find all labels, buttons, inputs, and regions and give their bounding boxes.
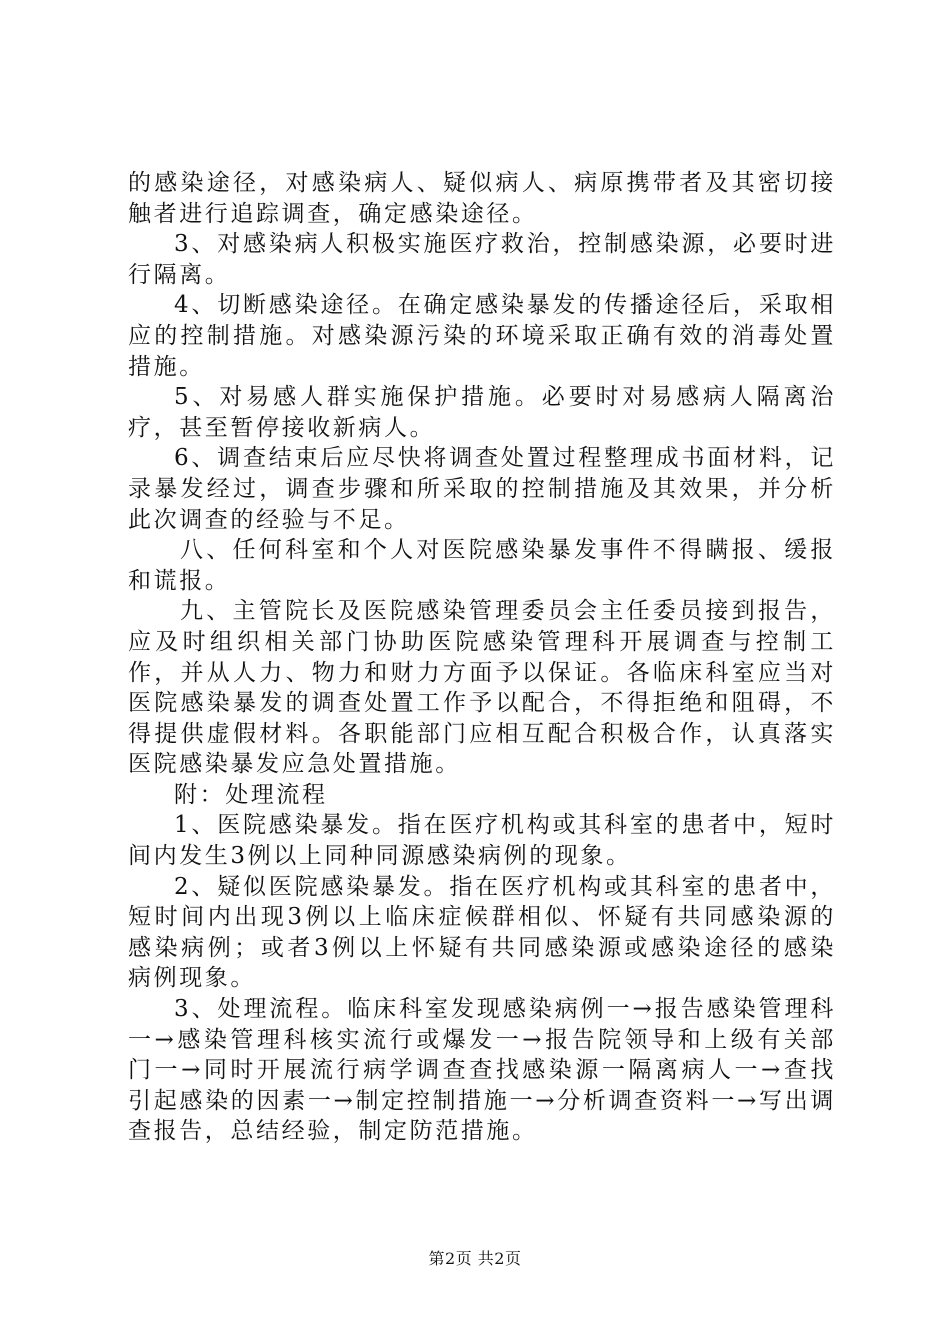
paragraph-item-3: 3、对感染病人积极实施医疗救治，控制感染源，必要时进行隔离。 [128, 231, 836, 288]
document-body [128, 168, 836, 1147]
paragraph-section-9: 九、主管院长及医院感染管理委员会主任委员接到报告，应及时组织相关部门协助医院感染管理科开展调查与控制工作，并从人力、物力和财力方面予以保证。各临床科室应当对医院感染暴发的调查处置工作予以配合，不得拒绝和阻碍，不得提供虚假材料。各职能部门应相互配合积极合作，认真落实医院感染暴发应急处置措施。 [128, 598, 836, 778]
paragraph-section-8: 八、任何科室和个人对医院感染暴发事件不得瞒报、缓报和谎报。 [128, 537, 836, 594]
paragraph-appendix-2: 2、疑似医院感染暴发。指在医疗机构或其科室的患者中，短时间内出现3例以上临床症候群相似、怀疑有共同感染源的感染病例；或者3例以上怀疑有共同感染源或感染途径的感染病例现象。 [128, 873, 836, 992]
paragraph-infection-route: 的感染途径，对感染病人、疑似病人、病原携带者及其密切接触者进行追踪调查，确定感染途径。 [128, 170, 836, 227]
paragraph-appendix-1: 1、医院感染暴发。指在医疗机构或其科室的患者中，短时间内发生3例以上同种同源感染病例的现象。 [128, 812, 836, 870]
paragraph-item-4: 4、切断感染途径。在确定感染暴发的传播途径后，采取相应的控制措施。对感染源污染的环境采取正确有效的消毒处置措施。 [128, 292, 836, 380]
page-number-footer: 第2页 共2页 [428, 1249, 522, 1268]
paragraph-appendix-3: 3、处理流程。临床科室发现感染病例一→报告感染管理科一→感染管理科核实流行或爆发一→报告院领导和上级有关部门一→同时开展流行病学调查查找感染源一隔离病人一→查找引起感染的因素一→制定控制措施一→分析调查资料一→写出调查报告，总结经验，制定防范措施。 [128, 996, 836, 1145]
paragraph-appendix-heading: 附：处理流程 [174, 781, 328, 808]
paragraph-item-5: 5、对易感人群实施保护措施。必要时对易感病人隔离治疗，甚至暂停接收新病人。 [128, 384, 836, 441]
paragraph-item-6: 6、调查结束后应尽快将调查处置过程整理成书面材料，记录暴发经过，调查步骤和所采取的控制措施及其效果，并分析此次调查的经验与不足。 [128, 445, 836, 533]
